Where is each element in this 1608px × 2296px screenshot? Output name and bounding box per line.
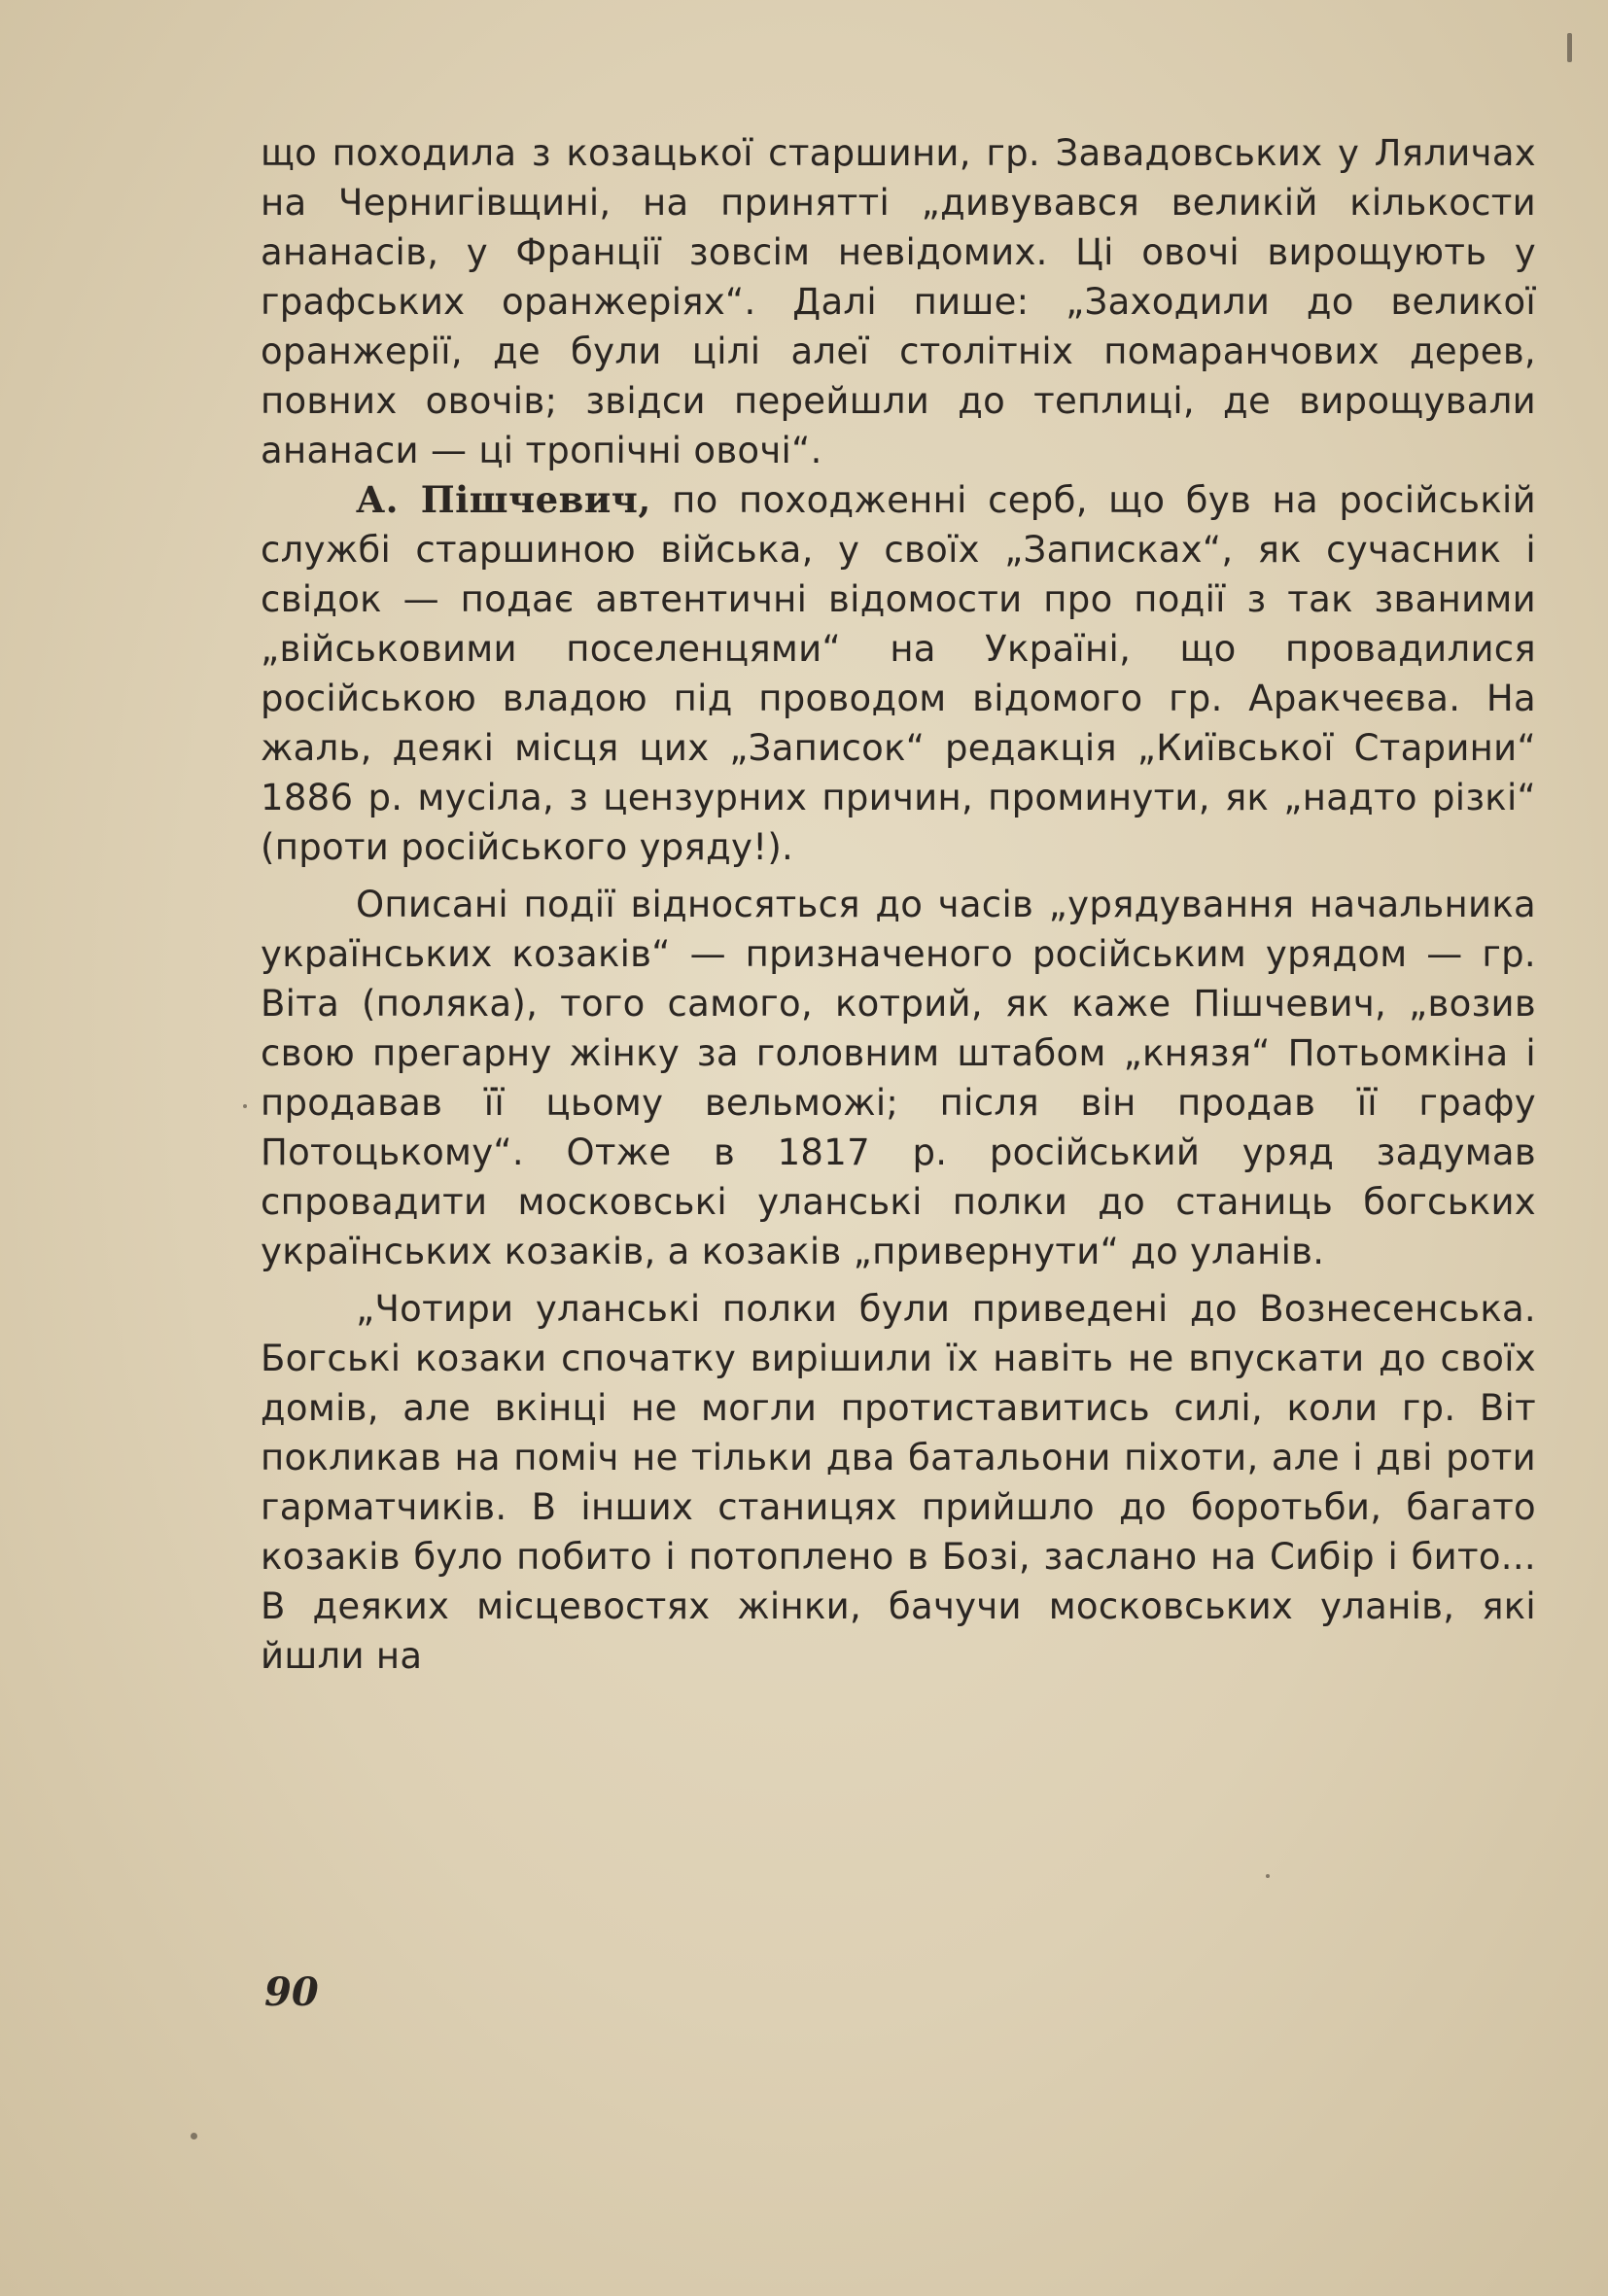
page-number: 90: [264, 1969, 319, 2015]
paragraph-1-text: що походила з козацької старшини, гр. Завадовських у Ляличах на Чернигівщині, на принятті „дивувався великій кількости ананасів, у Франції зовсім невідомих. Ці овочі вирощують у графських оранжеріях“. Далі пише: „Заходили до великої оранжерії, де були цілі алеї столітніх помаранчових дерев, повних овочів; звідси перейшли до теплиці, де вирощували ананаси — ці тропічні овочі“.: [261, 132, 1536, 471]
print-speck: [191, 2133, 197, 2139]
paragraph-4: [261, 1284, 1536, 1681]
paragraph-3-text: Описані події відносяться до часів „урядування начальника українських козаків“ — призначеного російським урядом — гр. Віта (поляка), того самого, котрий, як каже Пішчевич, „возив свою прегарну жінку за головним штабом „князя“ Потьомкіна і продавав її цьому вельможі; після він продав її графу Потоцькому“. Отже в 1817 р. російський уряд задумав спровадити московські уланські полки до станиць богських українських козаків, а козаків „привернути“ до уланів.: [261, 884, 1536, 1272]
paragraph-4-text: „Чотири уланські полки були приведені до Вознесенська. Богські козаки спочатку вирішили їх навіть не впускати до своїх домів, але вкінці не могли протиставитись силі, коли гр. Віт покликав на поміч не тільки два батальони піхоти, але і дві роти гарматчиків. В інших станицях прийшло до боротьби, багато козаків було побито і потоплено в Бозі, заслано на Сибір і бито... В деяких місцевостях жінки, бачучи московських уланів, які йшли на: [261, 1288, 1536, 1677]
print-speck: [1266, 1874, 1270, 1878]
paragraph-2: [261, 475, 1536, 872]
paragraph-2-text: по походженні серб, що був на російській службі старшиною війська, у своїх „Записках“, як сучасник і свідок — подає автентичні відомости про події з так званими „військовими поселенцями“ на Україні, що провадилися російською владою під проводом відомого гр. Аракчеєва. На жаль, деякі місця цих „Записок“ редакція „Київської Старини“ 1886 р. мусіла, з цензурних причин, проминути, як „надто різкі“ (проти російського уряду!).: [261, 479, 1536, 868]
print-speck: [243, 1104, 247, 1108]
paragraph-1: [261, 128, 1536, 475]
body-text: [261, 128, 1536, 1681]
paragraph-3: [261, 880, 1536, 1276]
author-name-bold: А. Пішчевич,: [356, 478, 651, 521]
print-speck: [1567, 33, 1572, 62]
